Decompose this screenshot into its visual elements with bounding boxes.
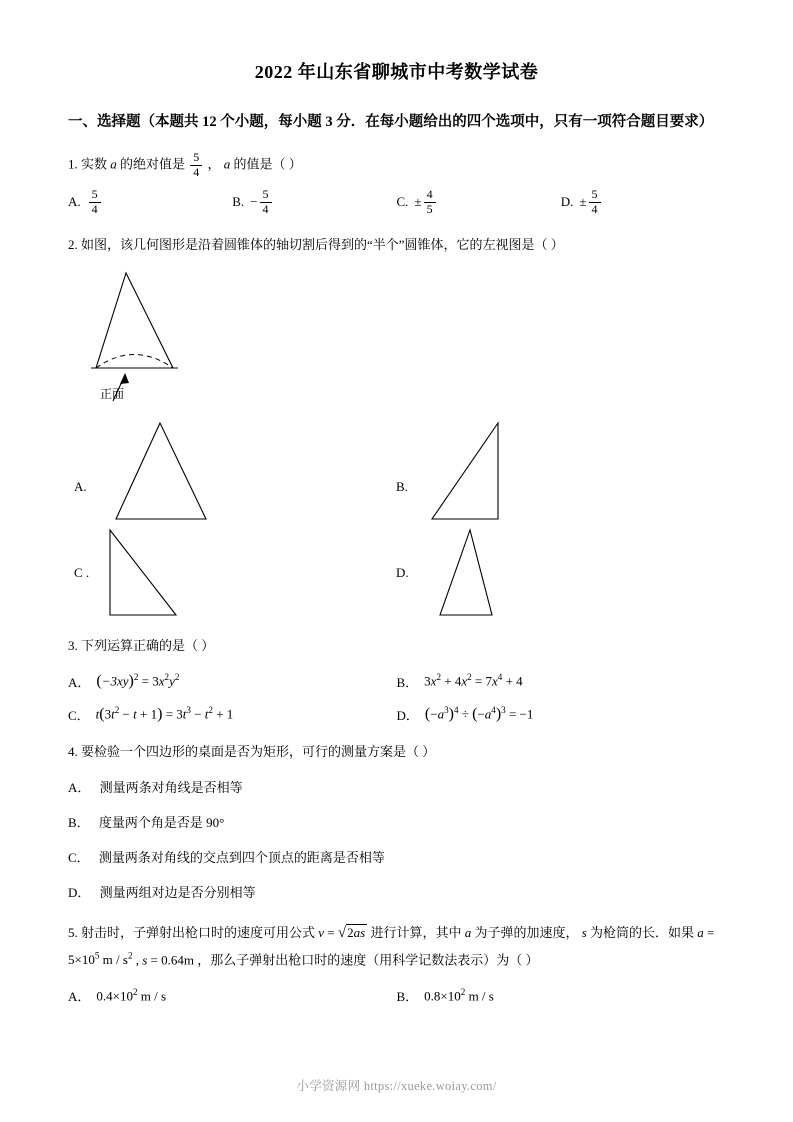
question-4-option-c[interactable]	[68, 847, 725, 869]
question-5-given-a: $a = 5\times 10^5$ m / $s^2$	[68, 925, 715, 968]
question-3-options-row-1	[68, 672, 725, 691]
option-a-expr: $(-3xy)^2 = 3x^2y^2$	[96, 671, 180, 690]
option-b-label: B．	[68, 814, 90, 830]
question-4	[68, 740, 725, 764]
option-c-sign: ±	[414, 194, 422, 210]
question-5-formula: v = √2as	[318, 925, 366, 942]
question-4-stem: 要检验一个四边形的桌面是否为矩形，可行的测量方案是（ ）	[81, 743, 436, 759]
question-3-option-a[interactable]	[68, 672, 397, 691]
question-2-choice-figures	[68, 417, 725, 632]
question-3-option-c[interactable]	[68, 705, 397, 724]
question-1-fraction	[190, 151, 202, 180]
option-b-label: B.	[232, 194, 245, 210]
fraction-numerator: 5	[91, 186, 98, 201]
option-b-expr: $3x^2 + 4x^2 = 7x^4 + 4$	[424, 672, 523, 689]
option-d-text: 测量两组对边是否分别相等	[99, 884, 256, 900]
option-c-text: 测量两条对角线的交点到四个顶点的距离是否相等	[98, 849, 385, 865]
question-3-number: 3.	[68, 637, 78, 653]
question-5-number: 5.	[68, 925, 78, 941]
question-4-option-b[interactable]	[68, 812, 725, 834]
question-5-options	[68, 986, 725, 1005]
question-1-var-a: a	[110, 156, 117, 172]
question-4-option-a[interactable]	[68, 777, 725, 799]
option-c-label: C.	[396, 194, 409, 210]
question-1-number: 1.	[68, 156, 78, 172]
option-c-label: C．	[68, 849, 90, 865]
question-5-stem-part1: 射击时，子弹射出枪口时的速度可用公式	[81, 925, 316, 941]
question-5: 5. 射击时，子弹射出枪口时的速度可用公式 v = √2as 进行计算，其中 a 为子弹的加速度， s 为枪筒的长．如果 $a = 5\times 10^5$ m / $s^2$ , s = 0.64m ，那么子弹射出枪口时的速度（用科学记数法表示）为（ ）	[68, 925, 715, 968]
option-a-label: A．	[68, 674, 91, 690]
section-heading: 一、选择题（本题共 12 个小题，每小题 3 分．在每小题给出的四个选项中，只有一项符合题目要求）	[68, 114, 714, 130]
fraction-denominator: 4	[89, 202, 101, 217]
question-1-comma: ，	[207, 156, 221, 172]
option-a-fraction	[89, 188, 101, 217]
question-1-options	[68, 188, 725, 217]
question-4-option-d[interactable]	[68, 882, 725, 904]
question-1	[68, 151, 725, 180]
option-b-expr: $0.8\times 10^2$ m / s	[424, 987, 494, 1004]
fraction-denominator: 5	[424, 202, 436, 217]
question-2-option-b-label[interactable]: B.	[396, 478, 408, 494]
question-2-option-a-figure[interactable]	[98, 417, 228, 527]
question-5-var-s: s	[581, 925, 587, 941]
question-1-stem-pre: 实数	[81, 156, 108, 172]
question-3-stem: 下列运算正确的是（ ）	[81, 637, 215, 653]
question-3-options-row-2	[68, 705, 725, 724]
option-b-fraction	[260, 188, 272, 217]
option-a-label: A．	[68, 779, 91, 795]
question-3-option-b[interactable]	[397, 672, 726, 691]
option-b-text: 度量两个角是否是 90°	[98, 814, 225, 830]
question-2-option-d-figure[interactable]	[420, 525, 540, 625]
option-d-label: D.	[560, 194, 574, 210]
question-1-option-b[interactable]	[232, 188, 396, 217]
question-5-stem-part2: 进行计算，其中	[370, 925, 462, 941]
fraction-denominator: 4	[589, 202, 601, 217]
question-2-option-c-figure[interactable]	[98, 525, 218, 625]
question-3	[68, 634, 725, 658]
option-b-label: B．	[396, 674, 419, 690]
question-1-stem-post: 的值是（ ）	[233, 156, 302, 172]
question-5-option-b[interactable]	[397, 986, 726, 1005]
question-1-option-a[interactable]	[68, 188, 232, 217]
option-b-label: B．	[396, 989, 419, 1005]
question-3-option-d[interactable]	[397, 705, 726, 724]
fraction-numerator: 5	[591, 186, 598, 201]
option-a-text: 测量两条对角线是否相等	[99, 779, 243, 795]
option-c-fraction	[424, 188, 436, 217]
option-a-label: A.	[68, 194, 81, 210]
question-5-stem-part4: 为枪筒的长．如果	[590, 925, 695, 941]
question-1-stem-mid: 的绝对值是	[120, 156, 186, 172]
fraction-numerator: 4	[426, 186, 433, 201]
option-d-expr: $(-a^3)^4 \div (-a^4)^3 = -1$	[424, 704, 534, 723]
option-a-expr: $0.4\times 10^2$ m / s	[96, 987, 167, 1004]
option-d-label: D．	[396, 707, 419, 723]
question-2-option-b-figure[interactable]	[420, 417, 550, 527]
question-2-option-a-label[interactable]: A.	[74, 478, 87, 494]
question-5-given-s: s = 0.64m	[142, 952, 198, 968]
option-c-expr: $t(3t^2 - t + 1) = 3t^3 - t^2 + 1$	[95, 704, 234, 723]
option-d-fraction	[589, 188, 601, 217]
option-a-label: A．	[68, 989, 91, 1005]
fraction-numerator: 5	[193, 150, 200, 165]
question-4-number: 4.	[68, 743, 78, 759]
question-2-option-d-label[interactable]: D.	[396, 564, 409, 580]
question-5-var-a: a	[464, 925, 472, 941]
figure-label-front: 正面	[100, 386, 125, 401]
watermark: 小学资源网 https://xueke.woiay.com/	[296, 1079, 497, 1093]
question-2-stem: 如图，该几何图形是沿着圆锥体的轴切割后得到的“半个”圆锥体，它的左视图是（ ）	[81, 236, 564, 252]
option-b-sign: −	[250, 194, 258, 210]
question-1-option-d[interactable]	[561, 188, 725, 217]
page-title: 2022 年山东省聊城市中考数学试卷	[254, 62, 539, 82]
question-2-number: 2.	[68, 236, 78, 252]
half-cone-figure	[78, 263, 725, 413]
fraction-numerator: 5	[262, 186, 269, 201]
question-5-stem-part5: ，那么子弹射出枪口时的速度（用科学记数法表示）为（ ）	[197, 952, 539, 968]
question-1-option-c[interactable]	[397, 188, 561, 217]
option-d-sign: ±	[579, 194, 587, 210]
option-c-label: C．	[68, 707, 90, 723]
question-2-option-c-label[interactable]: C .	[74, 564, 90, 580]
question-5-option-a[interactable]	[68, 986, 397, 1005]
question-1-var-a2: a	[223, 156, 231, 172]
option-d-label: D．	[68, 884, 91, 900]
question-5-stem-part3: 为子弹的加速度，	[474, 925, 579, 941]
fraction-denominator: 4	[190, 165, 202, 180]
question-2	[68, 233, 725, 257]
fraction-denominator: 4	[260, 202, 272, 217]
